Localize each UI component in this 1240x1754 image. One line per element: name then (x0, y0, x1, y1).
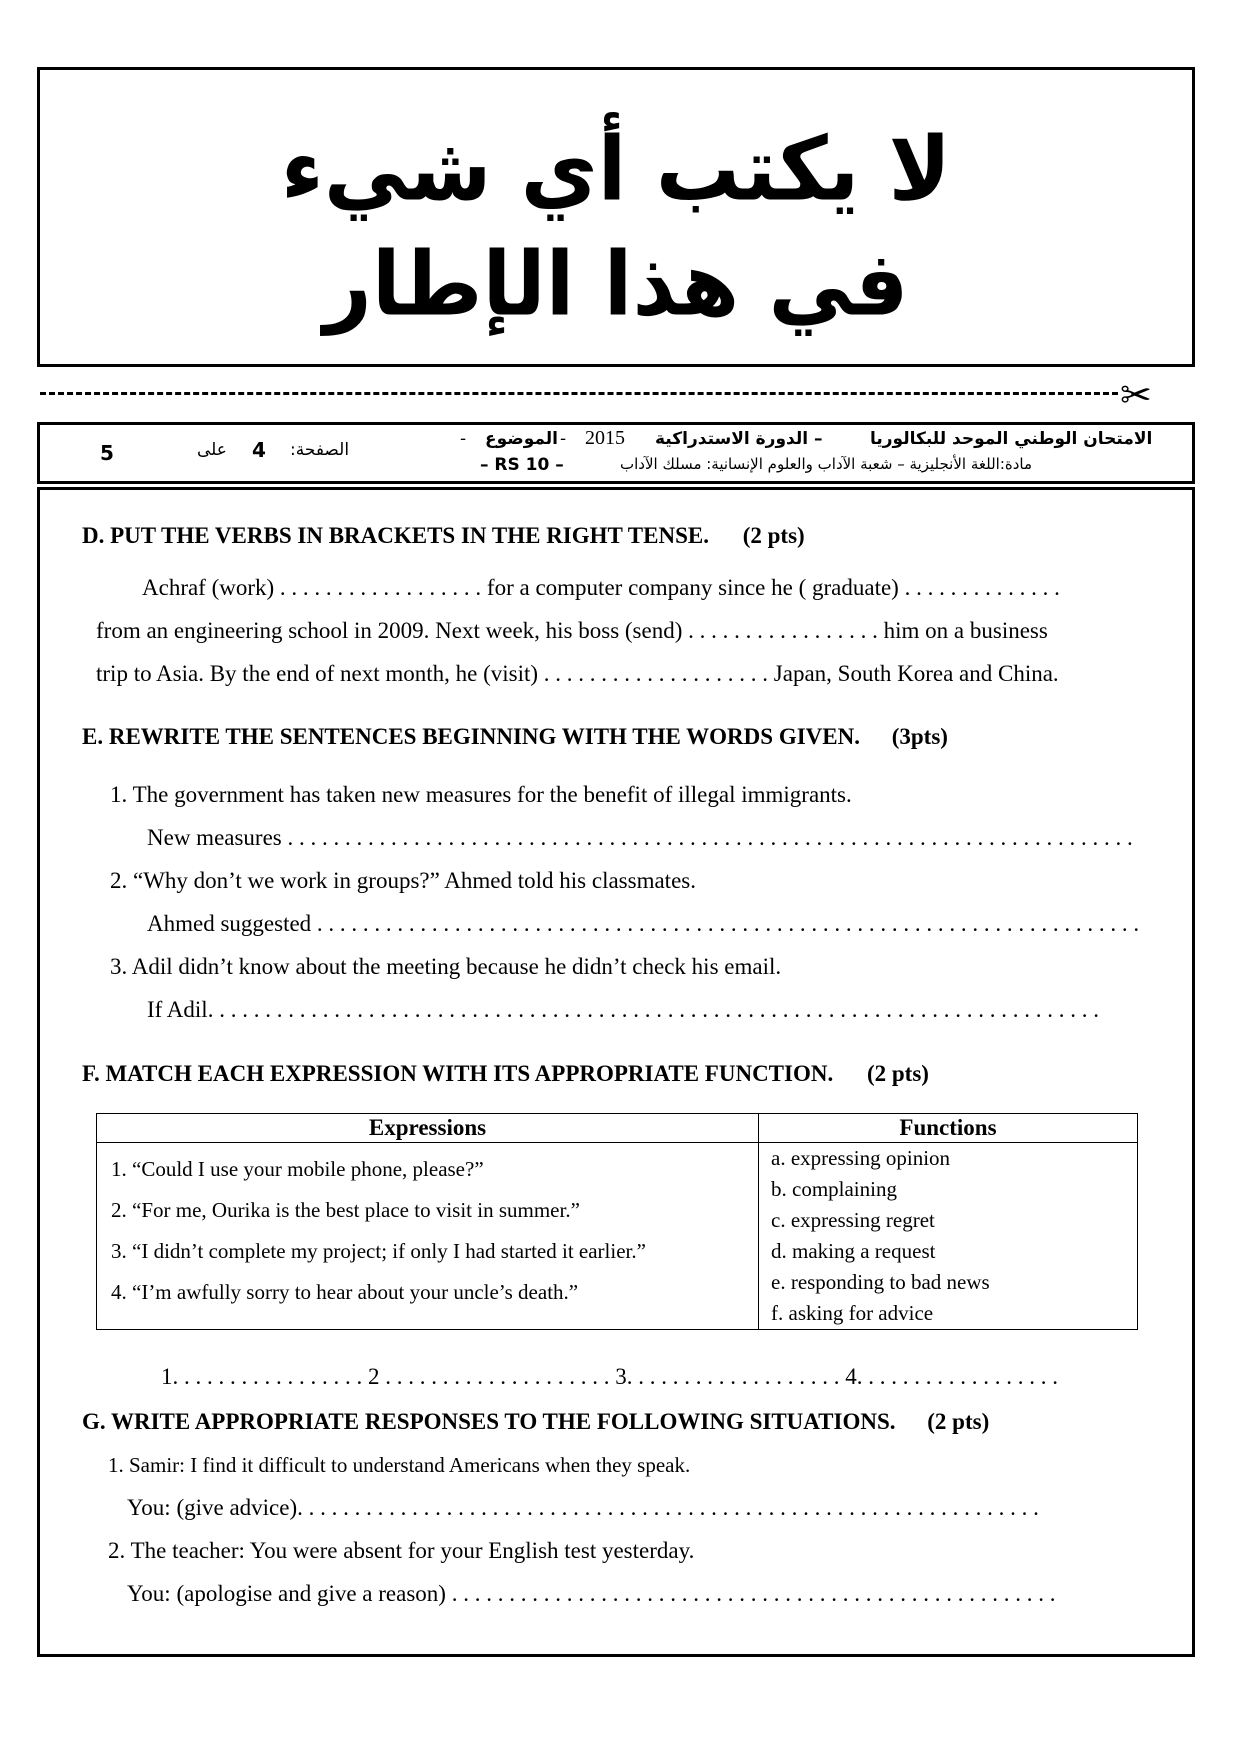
header-dash-2: - (560, 429, 567, 449)
section-e-answer-1: New measures . . . . . . . . . . . . . . . . . . . . . . . . . . . . . . . . . . . . . . . . . . . . . . . . . . . . . . . . . . . . . . . . . . . . . . . . . . (147, 825, 1133, 850)
page-label: الصفحة: (290, 440, 350, 460)
section-f-heading: F. MATCH EACH EXPRESSION WITH ITS APPROPRIATE FUNCTION. (82, 1061, 834, 1086)
exam-code: – RS 10 – (480, 455, 564, 475)
subject-line: مادة:اللغة الأنجليزية – شعبة الآداب والعلوم الإنسانية: مسلك الآداب (620, 455, 1033, 473)
expressions-cell (97, 1143, 759, 1330)
exam-year: 2015 (585, 427, 625, 449)
cut-line (40, 392, 1118, 395)
section-d-line-1: Achraf (work) . . . . . . . . . . . . . . . . . . for a computer company since he ( graduate) . . . . . . . . . . . . . . (142, 575, 1060, 600)
section-g-prompt-2: 2. The teacher: You were absent for your English test yesterday. (108, 1538, 695, 1563)
section-d-line-2: from an engineering school in 2009. Next week, his boss (send) . . . . . . . . . . . . . . . . . him on a business (96, 618, 1048, 643)
expression-item: 1. “Could I use your mobile phone, please?” (111, 1157, 484, 1181)
matching-table (96, 1113, 1138, 1330)
functions-cell (759, 1143, 1138, 1330)
scissors-icon: ✂ (1120, 373, 1152, 417)
exam-session: – الدورة الاستدراكية (655, 429, 823, 449)
section-g-points: (2 pts) (927, 1409, 990, 1434)
section-g-prompt-1: 1. Samir: I find it difficult to understand Americans when they speak. (108, 1453, 691, 1477)
section-d-points: (2 pts) (742, 523, 805, 548)
col-functions: Functions (759, 1114, 1138, 1143)
section-e-title (82, 724, 948, 750)
page-sep: على (197, 440, 227, 460)
section-e-prompt-1: 1. The government has taken new measures for the benefit of illegal immigrants. (110, 782, 852, 807)
table-header-row (97, 1114, 1138, 1143)
expression-item: 4. “I’m awfully sorry to hear about your uncle’s death.” (111, 1280, 579, 1304)
section-d-title (82, 523, 805, 549)
exam-header (37, 422, 1195, 484)
section-g-heading: G. WRITE APPROPRIATE RESPONSES TO THE FOLLOWING SITUATIONS. (82, 1409, 896, 1434)
header-dash-1: - (460, 429, 467, 449)
function-item: c. expressing regret (771, 1208, 935, 1232)
section-e-answer-3: If Adil. . . . . . . . . . . . . . . . . . . . . . . . . . . . . . . . . . . . . . . . . . . . . . . . . . . . . . . . . . . . . . . . . . . . . . . . . . . . . . (147, 997, 1099, 1022)
function-item: a. expressing opinion (771, 1146, 951, 1170)
section-f-points: (2 pts) (866, 1061, 929, 1086)
expression-item: 3. “I didn’t complete my project; if only I had started it earlier.” (111, 1239, 646, 1263)
exam-name: الامتحان الوطني الموحد للبكالوريا (870, 429, 1153, 449)
col-expressions: Expressions (97, 1114, 759, 1143)
function-item: b. complaining (771, 1177, 897, 1201)
expression-item: 2. “For me, Ourika is the best place to visit in summer.” (111, 1198, 580, 1222)
section-f-answers: 1. . . . . . . . . . . . . . . . . 2 . . . . . . . . . . . . . . . . . . . . 3. . . . . . . . . . . . . . . . . . . 4. . . . . . . . . . . . . . . . . . (161, 1364, 1058, 1389)
section-d-heading: D. PUT THE VERBS IN BRACKETS IN THE RIGHT TENSE. (82, 523, 709, 548)
section-e-heading: E. REWRITE THE SENTENCES BEGINNING WITH THE WORDS GIVEN. (82, 724, 860, 749)
section-e-answer-2: Ahmed suggested . . . . . . . . . . . . . . . . . . . . . . . . . . . . . . . . . . . . . . . . . . . . . . . . . . . . . . . . . . . . . . . . . . . . . . . . (147, 911, 1140, 936)
page-current: 4 (252, 438, 266, 462)
function-item: e. responding to bad news (771, 1270, 990, 1294)
table-row (97, 1143, 1138, 1330)
do-not-write-box (37, 67, 1195, 367)
section-e-prompt-3: 3. Adil didn’t know about the meeting because he didn’t check his email. (110, 954, 782, 979)
section-g-title (82, 1409, 989, 1435)
subject-label: الموضوع (485, 429, 558, 449)
section-g-answer-1: You: (give advice). . . . . . . . . . . . . . . . . . . . . . . . . . . . . . . . . . . . . . . . . . . . . . . . . . . . . . . . . . . . . . . . . (127, 1495, 1039, 1520)
section-e-points: (3pts) (891, 724, 948, 749)
section-f-title (82, 1061, 929, 1087)
section-g-answer-2: You: (apologise and give a reason) . . . . . . . . . . . . . . . . . . . . . . . . . . . . . . . . . . . . . . . . . . . . . . . . . . . . . (127, 1581, 1056, 1606)
warning-line-2: في هذا الإطار (323, 232, 909, 336)
warning-line-1: لا يكتب أي شيء (280, 117, 952, 221)
section-e-prompt-2: 2. “Why don’t we work in groups?” Ahmed told his classmates. (110, 868, 696, 893)
function-item: f. asking for advice (771, 1301, 934, 1325)
page-total: 5 (100, 441, 114, 465)
function-item: d. making a request (771, 1239, 936, 1263)
section-d-line-3: trip to Asia. By the end of next month, he (visit) . . . . . . . . . . . . . . . . . . . . Japan, South Korea and China. (96, 661, 1059, 686)
